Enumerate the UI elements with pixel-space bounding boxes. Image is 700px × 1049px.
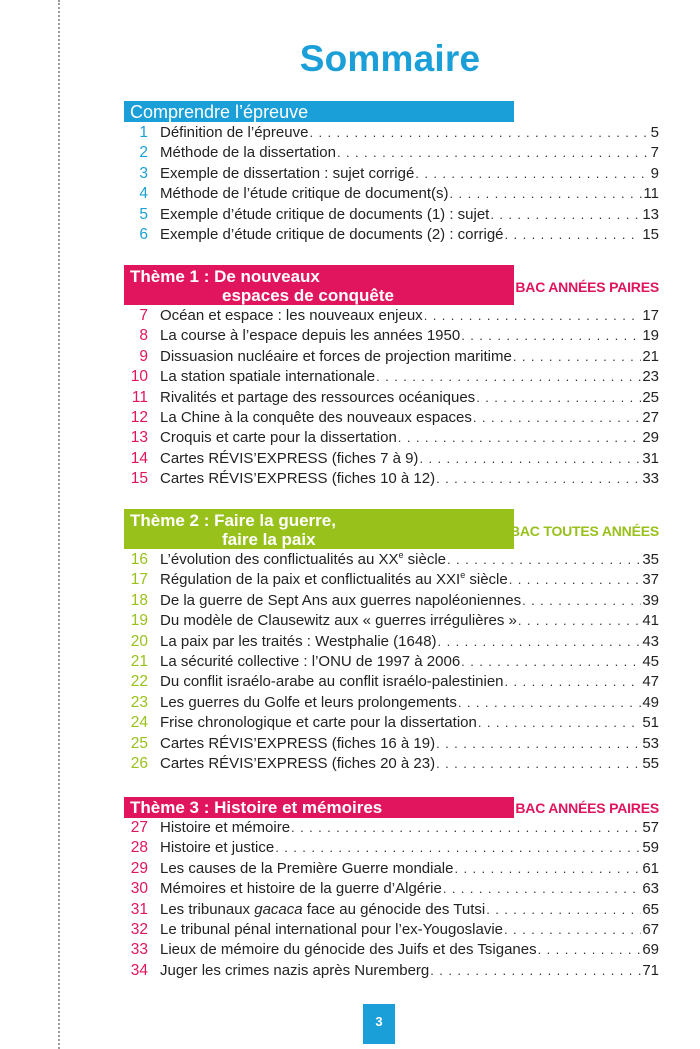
entry-title: Du conflit israélo-arabe au conflit israélo-palestinien: [160, 673, 504, 691]
dot-leader: [309, 123, 649, 143]
dot-leader: [454, 859, 641, 879]
page-title: Sommaire: [299, 38, 481, 79]
entry-page-number: 69: [642, 941, 659, 959]
entry-page-number: 59: [642, 839, 659, 857]
entry-number: 11: [131, 388, 148, 406]
toc-entry[interactable]: [124, 347, 659, 367]
entry-title: La Chine à la conquête des nouveaux espaces: [160, 408, 472, 426]
entry-page-number: 21: [642, 347, 659, 365]
toc-entry[interactable]: [124, 734, 659, 754]
entry-number: 4: [139, 185, 148, 203]
entry-row: [160, 754, 659, 774]
entry-row: [160, 184, 659, 204]
entry-page-number: 31: [642, 449, 659, 467]
entry-page-number: 9: [650, 164, 659, 182]
entry-title: Les guerres du Golfe et leurs prolongements: [160, 693, 457, 711]
entry-page-number: 41: [642, 612, 659, 630]
entry-title-superscript: e: [398, 550, 404, 560]
toc-entry[interactable]: [124, 900, 659, 920]
entry-list: [124, 550, 659, 774]
dot-leader: [275, 838, 641, 858]
entry-number: 17: [130, 571, 148, 589]
entry-row: [160, 550, 659, 570]
entry-page-number: 61: [642, 859, 659, 877]
entry-title: Cartes RÉVIS’EXPRESS (fiches 10 à 12): [160, 470, 436, 488]
entry-title-part: Les tribunaux: [160, 900, 255, 918]
entry-number: 3: [139, 164, 148, 182]
page-number-badge: 3: [363, 1004, 395, 1044]
dot-leader: [436, 734, 641, 754]
entry-page-number: 33: [642, 470, 659, 488]
toc-entry[interactable]: [124, 632, 659, 652]
entry-row: [160, 672, 659, 692]
entry-row: [160, 713, 659, 733]
entry-row: [160, 428, 659, 448]
entry-title-part: siècle: [465, 571, 508, 589]
dot-leader: [461, 652, 641, 672]
entry-row: [160, 900, 659, 920]
entry-title-part: Régulation de la paix et conflictualités au XXI: [160, 571, 461, 589]
entry-row: [160, 818, 659, 838]
entry-title: Exemple de dissertation : sujet corrigé: [160, 164, 415, 182]
entry-title: Méthode de l’étude critique de document(s): [160, 185, 449, 203]
entry-number: 33: [130, 941, 148, 959]
dot-leader: [436, 754, 641, 774]
margin-dotted-rule: [58, 0, 60, 1049]
section-heading: [124, 265, 514, 305]
entry-number: 14: [130, 449, 148, 467]
entry-title-italic: gacaca: [254, 900, 303, 918]
entry-page-number: 55: [642, 754, 659, 772]
toc-entry[interactable]: [124, 306, 659, 326]
entry-page-number: 47: [642, 673, 659, 691]
section-heading: [124, 797, 514, 818]
entry-row: [160, 859, 659, 879]
entry-row: [160, 205, 659, 225]
toc-entry[interactable]: [124, 961, 659, 981]
entry-number: 16: [130, 551, 148, 568]
dot-leader: [438, 632, 642, 652]
entry-row: [160, 408, 659, 428]
dot-leader: [337, 143, 650, 163]
entry-number: 7: [139, 307, 148, 324]
entry-title: Histoire et mémoire: [160, 819, 291, 836]
entry-title: Croquis et carte pour la dissertation: [160, 429, 397, 447]
entry-page-number: 5: [650, 124, 659, 141]
entry-row: [160, 164, 659, 184]
toc-entry[interactable]: [124, 570, 659, 590]
entry-page-number: 25: [642, 388, 659, 406]
entry-number: 1: [139, 124, 148, 141]
toc-entry[interactable]: [124, 143, 659, 163]
entry-page-number: 39: [642, 591, 659, 609]
entry-title: Lieux de mémoire du génocide des Juifs et des Tsiganes: [160, 941, 537, 959]
entry-row: [160, 652, 659, 672]
dot-leader: [419, 449, 641, 469]
bac-years-tag: BAC TOUTES ANNÉES: [509, 523, 659, 539]
toc-entry[interactable]: [124, 838, 659, 858]
entry-row: [160, 611, 659, 631]
toc-entry[interactable]: [124, 205, 659, 225]
entry-row: [160, 591, 659, 611]
entry-title: [160, 570, 508, 590]
entry-number: 28: [130, 839, 148, 857]
entry-page-number: 11: [643, 185, 659, 203]
dot-leader: [522, 591, 641, 611]
entry-page-number: 19: [642, 327, 659, 345]
entry-row: [160, 570, 659, 590]
dot-leader: [476, 388, 641, 408]
bac-years-tag: BAC ANNÉES PAIRES: [515, 279, 659, 295]
dot-leader: [458, 693, 641, 713]
toc-entry[interactable]: [124, 920, 659, 940]
entry-row: [160, 225, 659, 245]
dot-leader: [461, 326, 641, 346]
entry-title: Rivalités et partage des ressources océaniques: [160, 388, 476, 406]
entry-title: La course à l’espace depuis les années 1950: [160, 327, 461, 345]
entry-title: Exemple d’étude critique de documents (1) : sujet: [160, 205, 490, 223]
entry-number: 29: [130, 859, 148, 877]
toc-entry[interactable]: [124, 754, 659, 774]
section-heading-line1: Thème 1 : De nouveaux: [130, 267, 320, 286]
entry-page-number: 45: [642, 652, 659, 670]
section-heading-line1: Thème 3 : Histoire et mémoires: [130, 798, 383, 817]
entry-row: [160, 879, 659, 899]
toc-entry[interactable]: [124, 367, 659, 387]
toc-entry[interactable]: [124, 672, 659, 692]
toc-entry[interactable]: [124, 879, 659, 899]
entry-page-number: 51: [642, 714, 659, 732]
section-heading-line1: Thème 2 : Faire la guerre,: [130, 511, 336, 530]
toc-entry[interactable]: [124, 408, 659, 428]
dot-leader: [415, 164, 649, 184]
entry-page-number: 43: [642, 632, 659, 650]
entry-title: Océan et espace : les nouveaux enjeux: [160, 307, 423, 324]
entry-number: 8: [139, 327, 148, 345]
entry-number: 34: [130, 961, 148, 979]
entry-page-number: 17: [642, 307, 659, 324]
toc-entry[interactable]: [124, 940, 659, 960]
entry-row: [160, 449, 659, 469]
entry-page-number: 71: [642, 961, 659, 979]
entry-row: [160, 326, 659, 346]
toc-entry[interactable]: [124, 469, 659, 489]
entry-row: [160, 693, 659, 713]
entry-row: [160, 940, 659, 960]
entry-page-number: 35: [642, 551, 659, 568]
entry-title: Cartes RÉVIS’EXPRESS (fiches 20 à 23): [160, 754, 436, 772]
entry-title-part: L’évolution des conflictualités au XX: [160, 551, 399, 568]
entry-list: [124, 123, 659, 245]
entry-number: 2: [139, 144, 148, 162]
section-heading: [124, 101, 514, 122]
entry-title: La sécurité collective : l’ONU de 1997 à 2006: [160, 652, 461, 670]
entry-title: [160, 900, 485, 920]
entry-page-number: 67: [642, 920, 659, 938]
entry-row: [160, 469, 659, 489]
entry-title: La paix par les traités : Westphalie (1648): [160, 632, 437, 650]
entry-row: [160, 347, 659, 367]
entry-number: 13: [130, 429, 148, 447]
entry-number: 22: [130, 673, 148, 691]
dot-leader: [538, 940, 642, 960]
entry-number: 23: [130, 693, 148, 711]
entry-title: Exemple d’étude critique de documents (2) : corrigé: [160, 225, 504, 243]
entry-page-number: 49: [642, 693, 659, 711]
dot-leader: [398, 428, 642, 448]
dot-leader: [447, 550, 641, 570]
entry-row: [160, 961, 659, 981]
entry-page-number: 7: [650, 144, 659, 162]
dot-leader: [436, 469, 641, 489]
entry-row: [160, 367, 659, 387]
entry-number: 15: [130, 470, 148, 488]
entry-number: 10: [130, 368, 148, 386]
toc-entry[interactable]: [124, 818, 659, 838]
entry-page-number: 27: [642, 408, 659, 426]
dot-leader: [424, 306, 642, 326]
entry-number: 18: [130, 591, 148, 609]
entry-title: Du modèle de Clausewitz aux « guerres irrégulières »: [160, 612, 517, 630]
toc-entry[interactable]: [124, 713, 659, 733]
entry-page-number: 23: [642, 368, 659, 386]
entry-title: [160, 550, 446, 570]
entry-number: 25: [130, 734, 148, 752]
entry-page-number: 15: [642, 225, 659, 243]
entry-title: Cartes RÉVIS’EXPRESS (fiches 7 à 9): [160, 449, 419, 467]
toc-entry[interactable]: [124, 611, 659, 631]
entry-number: 5: [139, 205, 148, 223]
entry-title-part: siècle: [403, 551, 447, 568]
entry-page-number: 13: [642, 205, 659, 223]
entry-title: Frise chronologique et carte pour la dissertation: [160, 714, 477, 732]
entry-number: 24: [130, 714, 148, 732]
entry-title: Les causes de la Première Guerre mondiale: [160, 859, 454, 877]
entry-list: [124, 818, 659, 981]
dot-leader: [376, 367, 641, 387]
dot-leader: [486, 900, 641, 920]
entry-number: 31: [130, 900, 148, 918]
dot-leader: [430, 961, 641, 981]
toc-entry[interactable]: [124, 388, 659, 408]
dot-leader: [473, 408, 641, 428]
toc-entry[interactable]: [124, 326, 659, 346]
section-heading-line2: faire la paix: [222, 530, 316, 549]
entry-title: Définition de l’épreuve: [160, 124, 309, 141]
toc-entry[interactable]: [124, 550, 659, 570]
entry-title: Histoire et justice: [160, 839, 275, 857]
entry-title: Cartes RÉVIS’EXPRESS (fiches 16 à 19): [160, 734, 436, 752]
toc-entry[interactable]: [124, 652, 659, 672]
entry-row: [160, 838, 659, 858]
entry-title: Méthode de la dissertation: [160, 144, 336, 162]
entry-row: [160, 388, 659, 408]
entry-number: 6: [139, 225, 148, 243]
toc-entry[interactable]: [124, 591, 659, 611]
entry-title: Juger les crimes nazis après Nuremberg: [160, 961, 430, 979]
entry-row: [160, 143, 659, 163]
toc-entry[interactable]: [124, 123, 659, 143]
toc-entry[interactable]: [124, 428, 659, 448]
toc-entry[interactable]: [124, 225, 659, 245]
toc-entry[interactable]: [124, 164, 659, 184]
entry-row: [160, 306, 659, 326]
entry-title: Mémoires et histoire de la guerre d’Algérie: [160, 880, 442, 898]
entry-row: [160, 123, 659, 143]
entry-row: [160, 920, 659, 940]
dot-leader: [509, 570, 642, 590]
section-theme-1: [124, 265, 659, 490]
entry-number: 26: [130, 754, 148, 772]
entry-number: 20: [130, 632, 148, 650]
entry-page-number: 53: [642, 734, 659, 752]
toc-entry[interactable]: [124, 693, 659, 713]
dot-leader: [504, 920, 641, 940]
entry-page-number: 63: [642, 880, 659, 898]
dot-leader: [443, 879, 642, 899]
toc-entry[interactable]: [124, 859, 659, 879]
entry-title-part: face au génocide des Tutsi: [302, 900, 486, 918]
entry-number: 32: [130, 920, 148, 938]
section-comprendre: [124, 101, 659, 245]
toc-entry[interactable]: [124, 449, 659, 469]
section-theme-3: [124, 797, 659, 981]
entry-title: Dissuasion nucléaire et forces de projection maritime: [160, 347, 512, 365]
dot-leader: [291, 818, 641, 838]
entry-number: 27: [130, 819, 148, 836]
entry-number: 19: [130, 612, 148, 630]
section-heading: [124, 509, 514, 549]
dot-leader: [513, 347, 641, 367]
toc-entry[interactable]: [124, 184, 659, 204]
entry-row: [160, 632, 659, 652]
entry-title: De la guerre de Sept Ans aux guerres napoléoniennes: [160, 591, 522, 609]
dot-leader: [478, 713, 641, 733]
dot-leader: [450, 184, 643, 204]
entry-number: 9: [139, 347, 148, 365]
entry-number: 21: [130, 652, 148, 670]
entry-title: La station spatiale internationale: [160, 368, 376, 386]
entry-page-number: 37: [642, 571, 659, 589]
dot-leader: [518, 611, 641, 631]
entry-title-superscript: e: [460, 570, 466, 581]
entry-page-number: 57: [642, 819, 659, 836]
entry-number: 12: [130, 408, 148, 426]
section-theme-2: [124, 509, 659, 774]
section-heading-line1: Comprendre l’épreuve: [130, 102, 309, 122]
section-heading-line2: espaces de conquête: [222, 286, 394, 305]
entry-title: Le tribunal pénal international pour l’ex-Yougoslavie: [160, 920, 504, 938]
entry-number: 30: [130, 880, 148, 898]
dot-leader: [505, 225, 642, 245]
dot-leader: [490, 205, 641, 225]
entry-list: [124, 306, 659, 490]
entry-page-number: 65: [642, 900, 659, 918]
dot-leader: [505, 672, 642, 692]
entry-page-number: 29: [642, 429, 659, 447]
bac-years-tag: BAC ANNÉES PAIRES: [515, 800, 659, 816]
entry-row: [160, 734, 659, 754]
